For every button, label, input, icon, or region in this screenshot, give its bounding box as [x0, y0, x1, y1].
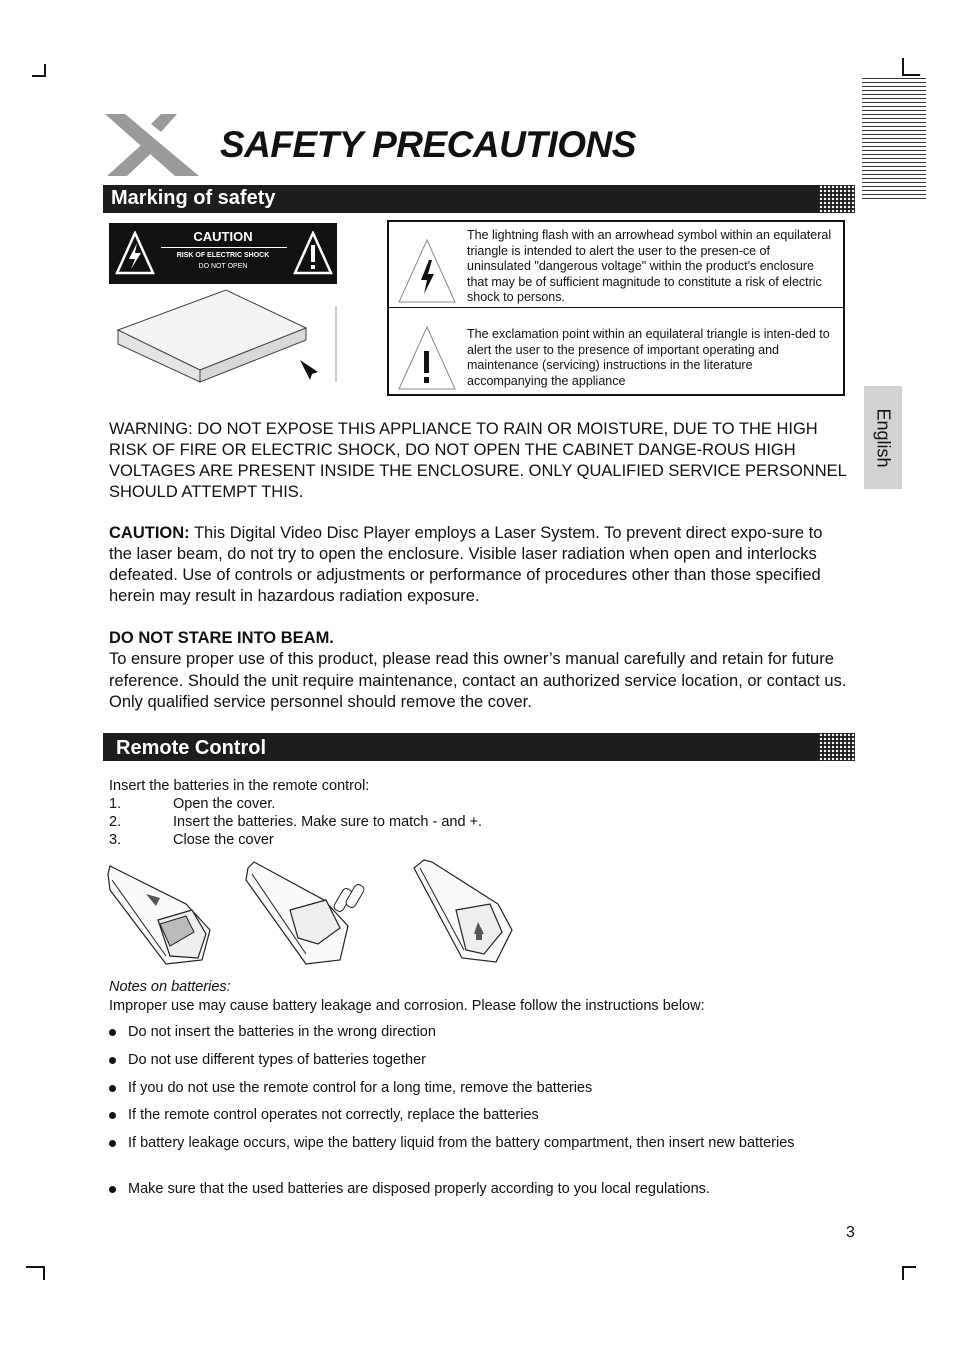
step-item — [109, 831, 609, 849]
crop-mark — [902, 74, 920, 76]
step-text: Insert the batteries. Make sure to match - and +. — [173, 814, 483, 830]
caution-label-line — [161, 247, 287, 248]
list-item — [109, 1050, 809, 1070]
beam-heading: DO NOT STARE INTO BEAM. — [109, 629, 334, 647]
exclamation-triangle-icon — [397, 325, 457, 391]
bullet-icon — [109, 1085, 116, 1092]
lightning-description: The lightning flash with an arrowhead symbol within an equilateral triangle is intended to alert the user to the presen-ce of uninsulated "dangerous voltage" within the product's enclosure that may be of sufficient magnitude to constitute a risk of electric shock to persons. — [467, 228, 832, 304]
bullet-icon — [109, 1057, 116, 1064]
section-heading: Remote Control — [116, 737, 266, 759]
step-text: Close the cover — [173, 832, 274, 848]
bullet-text: Make sure that the used batteries are disposed properly according to you local regulations. — [128, 1181, 710, 1197]
list-item — [109, 1078, 809, 1098]
caution-label-title: CAUTION — [193, 229, 253, 244]
remote-close-cover-illustration — [404, 858, 516, 966]
list-item — [109, 1179, 809, 1199]
list-item — [109, 1133, 809, 1153]
section-heading: Marking of safety — [111, 187, 276, 209]
bullet-text: Do not use different types of batteries together — [128, 1052, 426, 1068]
beam-paragraph: To ensure proper use of this product, please read this owner’s manual carefully and retain for future reference. Should the unit require maintenance, contact an authorized service location, or contact us. Only qualified service personnel should remove the cover. — [109, 650, 847, 711]
language-tab-label: English — [873, 407, 894, 468]
lightning-triangle-icon — [397, 238, 457, 304]
bullet-icon — [109, 1140, 116, 1147]
bullet-text: If the remote control operates not correctly, replace the batteries — [128, 1107, 539, 1123]
bar-dots — [819, 185, 855, 213]
crop-mark — [902, 1266, 904, 1280]
remote-intro: Insert the batteries in the remote control: — [109, 778, 370, 794]
section-header-marking — [103, 185, 855, 213]
bullet-icon — [109, 1029, 116, 1036]
caution-label-text: CAUTION: — [109, 524, 190, 542]
lightning-triangle-icon — [115, 231, 155, 275]
symbol-row-lightning — [389, 222, 843, 308]
crop-mark — [902, 1266, 916, 1268]
caution-label-line1: RISK OF ELECTRIC SHOCK — [176, 252, 270, 259]
crop-mark — [43, 1266, 45, 1280]
page-title: SAFETY PRECAUTIONS — [220, 124, 636, 165]
step-number: 1. — [109, 796, 122, 812]
bar-dots — [819, 733, 855, 761]
remote-insert-batteries-illustration — [244, 860, 370, 966]
section-header-remote — [103, 733, 855, 761]
step-number: 2. — [109, 814, 122, 830]
bullet-text: Do not insert the batteries in the wrong direction — [128, 1024, 436, 1040]
step-text: Open the cover. — [173, 796, 276, 812]
symbol-row-exclamation — [389, 309, 843, 395]
crop-mark — [32, 75, 46, 77]
caution-label — [109, 223, 337, 284]
exclamation-description: The exclamation point within an equilateral triangle is inten-ded to alert the user to the presence of important operating and maintenance (servicing) instructions in the literature accompanying the appliance — [467, 327, 830, 388]
caution-paragraph — [109, 523, 849, 607]
notes-intro: Improper use may cause battery leakage and corrosion. Please follow the instructions below: — [109, 998, 705, 1014]
bullet-icon — [109, 1186, 116, 1193]
language-tab — [864, 386, 902, 489]
caution-text: This Digital Video Disc Player employs a Laser System. To prevent direct expo-sure to the laser beam, do not try to open the enclosure. Visible laser radiation when open and interlocks defeated. Use of controls or adjustments or performance of procedures other than those specified herein may result in hazardous radiation exposure. — [109, 524, 823, 605]
page-number: 3 — [846, 1224, 855, 1241]
exclamation-triangle-icon — [293, 231, 333, 275]
bullet-text: If you do not use the remote control for a long time, remove the batteries — [128, 1080, 593, 1096]
symbol-table — [387, 220, 845, 396]
caution-label-line2: DO NOT OPEN — [198, 263, 248, 270]
list-item — [109, 1022, 809, 1042]
warning-paragraph: WARNING: DO NOT EXPOSE THIS APPLIANCE TO RAIN OR MOISTURE, DUE TO THE HIGH RISK OF FIRE OR ELECTRIC SHOCK, DO NOT OPEN THE CABINET DANGE-ROUS HIGH VOLTAGES ARE PRESENT INSIDE THE ENCLOSURE. ONLY QUALIFIED SERVICE PERSONNEL SHOULD ATTEMPT THIS. — [109, 420, 847, 501]
margin-hatching — [862, 78, 926, 202]
x-logo-icon — [103, 112, 201, 178]
list-item — [109, 1105, 809, 1125]
step-number: 3. — [109, 832, 122, 848]
bullet-text: If battery leakage occurs, wipe the battery liquid from the battery compartment, then insert new batteries — [128, 1135, 795, 1151]
step-item — [109, 795, 609, 813]
notes-title: Notes on batteries: — [109, 979, 231, 995]
step-item — [109, 813, 609, 831]
dvd-player-illustration — [108, 288, 340, 384]
remote-open-cover-illustration — [106, 860, 218, 966]
crop-mark — [26, 1266, 44, 1268]
bullet-icon — [109, 1112, 116, 1119]
